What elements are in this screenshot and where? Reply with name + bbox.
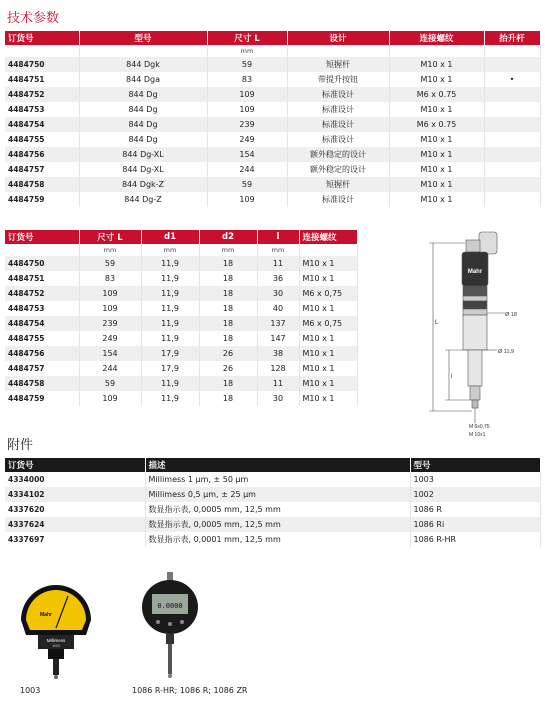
table-cell: 844 Dg — [79, 117, 207, 132]
table-cell: 244 — [79, 361, 141, 376]
table-cell: 11,9 — [141, 256, 199, 271]
table-cell: M10 x 1 — [299, 391, 357, 406]
table-row — [5, 117, 540, 132]
order-number-cell: 4484753 — [5, 102, 79, 117]
unit-cell — [299, 244, 357, 256]
table-cell: M6 x 0,75 — [299, 286, 357, 301]
section2-header-4: l — [257, 230, 299, 244]
table-cell: 17,9 — [141, 346, 199, 361]
table-cell: 30 — [257, 391, 299, 406]
unit-cell: mm — [79, 244, 141, 256]
digital-indicator-1086-image — [140, 572, 200, 682]
table-cell: 26 — [199, 361, 257, 376]
order-number-cell: 4484752 — [5, 87, 79, 102]
order-number-cell: 4484755 — [5, 132, 79, 147]
table-cell: 11 — [257, 376, 299, 391]
table-cell: M10 x 1 — [389, 147, 484, 162]
table-cell: M6 x 0.75 — [389, 117, 484, 132]
table-cell: M6 x 0,75 — [299, 316, 357, 331]
table-cell: 40 — [257, 301, 299, 316]
table-cell: 标准设计 — [287, 102, 389, 117]
table-row — [5, 517, 540, 532]
table-cell: Millimess 1 μm, ± 50 μm — [145, 472, 410, 487]
table-cell: 1086 R-HR — [410, 532, 540, 547]
product-caption-1003: 1003 — [20, 686, 41, 695]
spec-table-header — [5, 31, 540, 45]
order-number-cell: 4484750 — [5, 57, 79, 72]
table-cell: 11,9 — [141, 376, 199, 391]
drawing-d119: Ø 11,9 — [498, 349, 515, 355]
table-cell: 239 — [79, 316, 141, 331]
table-cell: 844 Dga — [79, 72, 207, 87]
table-cell: 137 — [257, 316, 299, 331]
order-number-cell: 4334102 — [5, 487, 145, 502]
drawing-label-l: l — [451, 374, 453, 380]
table-cell: 短握杆 — [287, 57, 389, 72]
table-cell: 18 — [199, 316, 257, 331]
section2-header-1: 尺寸 L — [79, 230, 141, 244]
dimension-table — [5, 230, 358, 406]
order-number-cell: 4484758 — [5, 177, 79, 192]
order-number-cell: 4484759 — [5, 192, 79, 207]
table-row — [5, 376, 357, 391]
table-cell: M10 x 1 — [389, 72, 484, 87]
table-cell: M10 x 1 — [389, 132, 484, 147]
unit-cell — [389, 45, 484, 57]
table-cell — [484, 147, 540, 162]
table-cell — [484, 87, 540, 102]
table-cell — [484, 162, 540, 177]
unit-cell: mm — [257, 244, 299, 256]
order-number-cell: 4484759 — [5, 391, 79, 406]
table-cell: 11,9 — [141, 331, 199, 346]
table-cell: 额外稳定的设计 — [287, 162, 389, 177]
table-cell: 18 — [199, 301, 257, 316]
section2-header-5: 连接螺纹 — [299, 230, 357, 244]
dial-text: Millimess — [46, 638, 66, 643]
table-cell: 844 Dg — [79, 102, 207, 117]
table-cell: 844 Dg — [79, 87, 207, 102]
unit-cell — [287, 45, 389, 57]
table-cell: 59 — [207, 177, 287, 192]
table-cell: 短握杆 — [287, 177, 389, 192]
table-cell: 844 Dg-XL — [79, 162, 207, 177]
probe-technical-drawing — [425, 228, 537, 443]
table-cell: 154 — [207, 147, 287, 162]
accessories-header-2: 型号 — [410, 458, 540, 472]
table-row — [5, 301, 357, 316]
table-cell: 标准设计 — [287, 117, 389, 132]
table-cell: 147 — [257, 331, 299, 346]
spec-table — [5, 31, 541, 207]
accessories-header-1: 描述 — [145, 458, 410, 472]
table-cell: 36 — [257, 271, 299, 286]
table-cell: M10 x 1 — [299, 346, 357, 361]
dial-model: 1003 — [52, 644, 60, 648]
table-cell: 11,9 — [141, 271, 199, 286]
table-cell: 59 — [79, 376, 141, 391]
unit-cell — [5, 45, 79, 57]
table-cell: 239 — [207, 117, 287, 132]
order-number-cell: 4337620 — [5, 502, 145, 517]
order-number-cell: 4484754 — [5, 316, 79, 331]
section1-header-5: 抬升杆 — [484, 31, 540, 45]
table-cell — [484, 117, 540, 132]
order-number-cell: 4484750 — [5, 256, 79, 271]
unit-row — [5, 45, 540, 57]
table-cell: Millimess 0,5 μm, ± 25 μm — [145, 487, 410, 502]
unit-cell — [5, 244, 79, 256]
table-row — [5, 532, 540, 547]
table-cell: M10 x 1 — [299, 376, 357, 391]
table-cell: M10 x 1 — [389, 192, 484, 207]
drawing-label-L: L — [435, 320, 439, 326]
section2-header-3: d2 — [199, 230, 257, 244]
section2-header-0: 订货号 — [5, 230, 79, 244]
unit-cell — [79, 45, 207, 57]
table-cell: 带提升按钮 — [287, 72, 389, 87]
order-number-cell: 4484753 — [5, 301, 79, 316]
table-cell: M10 x 1 — [389, 102, 484, 117]
table-cell: 38 — [257, 346, 299, 361]
order-number-cell: 4484757 — [5, 361, 79, 376]
table-cell: 18 — [199, 256, 257, 271]
table-row — [5, 346, 357, 361]
table-cell: M10 x 1 — [299, 331, 357, 346]
table-cell: 844 Dgk — [79, 57, 207, 72]
table-row — [5, 132, 540, 147]
order-number-cell: 4484752 — [5, 286, 79, 301]
table-cell: 17,9 — [141, 361, 199, 376]
table-row — [5, 361, 357, 376]
table-cell — [484, 102, 540, 117]
order-number-cell: 4484757 — [5, 162, 79, 177]
section-title-specs: 技术参数 — [7, 11, 60, 26]
table-cell: 11,9 — [141, 316, 199, 331]
dimension-table-header — [5, 230, 357, 244]
table-row — [5, 316, 357, 331]
table-cell: 128 — [257, 361, 299, 376]
table-cell: 844 Dg-Z — [79, 192, 207, 207]
table-cell: 83 — [79, 271, 141, 286]
table-cell: 数显指示表, 0,0005 mm, 12,5 mm — [145, 502, 410, 517]
table-row — [5, 487, 540, 502]
table-cell — [484, 192, 540, 207]
table-cell: 18 — [199, 271, 257, 286]
table-cell: 数显指示表, 0,0001 mm, 12,5 mm — [145, 532, 410, 547]
table-cell — [484, 177, 540, 192]
table-cell: 30 — [257, 286, 299, 301]
table-cell: 109 — [207, 87, 287, 102]
unit-cell — [484, 45, 540, 57]
table-cell: 26 — [199, 346, 257, 361]
table-cell: 249 — [207, 132, 287, 147]
drawing-thread2: M 10x1 — [469, 432, 486, 438]
table-row — [5, 502, 540, 517]
section1-header-4: 连接螺纹 — [389, 31, 484, 45]
table-cell — [484, 57, 540, 72]
accessories-table — [5, 458, 541, 547]
table-cell: 59 — [79, 256, 141, 271]
table-cell: M10 x 1 — [299, 256, 357, 271]
table-cell: • — [484, 72, 540, 87]
unit-cell: mm — [207, 45, 287, 57]
order-number-cell: 4484758 — [5, 376, 79, 391]
order-number-cell: 4484755 — [5, 331, 79, 346]
order-number-cell: 4484756 — [5, 346, 79, 361]
drawing-d18: Ø 18 — [505, 312, 517, 318]
order-number-cell: 4484756 — [5, 147, 79, 162]
table-cell: 11,9 — [141, 391, 199, 406]
table-cell: 244 — [207, 162, 287, 177]
dial-brand: Mahr — [40, 612, 52, 618]
table-cell: M10 x 1 — [389, 162, 484, 177]
accessories-table-header — [5, 458, 540, 472]
table-row — [5, 192, 540, 207]
table-row — [5, 286, 357, 301]
table-cell: M10 x 1 — [299, 361, 357, 376]
table-cell: 109 — [79, 301, 141, 316]
order-number-cell: 4334000 — [5, 472, 145, 487]
table-row — [5, 331, 357, 346]
order-number-cell: 4484754 — [5, 117, 79, 132]
table-cell: 844 Dg — [79, 132, 207, 147]
table-cell: 109 — [79, 286, 141, 301]
unit-cell: mm — [141, 244, 199, 256]
table-cell: 249 — [79, 331, 141, 346]
order-number-cell: 4337697 — [5, 532, 145, 547]
table-cell: 1086 R — [410, 502, 540, 517]
section1-header-2: 尺寸 L — [207, 31, 287, 45]
accessories-header-0: 订货号 — [5, 458, 145, 472]
table-cell: 59 — [207, 57, 287, 72]
table-row — [5, 177, 540, 192]
table-cell: M10 x 1 — [299, 301, 357, 316]
section2-header-2: d1 — [141, 230, 199, 244]
table-cell: 额外稳定的设计 — [287, 147, 389, 162]
table-cell: 844 Dgk-Z — [79, 177, 207, 192]
table-cell: 1086 Ri — [410, 517, 540, 532]
table-row — [5, 472, 540, 487]
table-cell: 109 — [207, 102, 287, 117]
table-row — [5, 57, 540, 72]
table-cell: 标准设计 — [287, 87, 389, 102]
dial-indicator-1003-image — [16, 580, 96, 680]
table-cell: 154 — [79, 346, 141, 361]
section1-header-3: 设计 — [287, 31, 389, 45]
unit-cell: mm — [199, 244, 257, 256]
table-cell: 83 — [207, 72, 287, 87]
table-cell: 18 — [199, 376, 257, 391]
order-number-cell: 4337624 — [5, 517, 145, 532]
digital-display-value: 0.0000 — [157, 602, 183, 610]
table-row — [5, 147, 540, 162]
table-cell: 1003 — [410, 472, 540, 487]
table-cell: 11,9 — [141, 301, 199, 316]
order-number-cell: 4484751 — [5, 271, 79, 286]
table-cell: 18 — [199, 286, 257, 301]
table-cell: 1002 — [410, 487, 540, 502]
unit-row — [5, 244, 357, 256]
table-cell: M6 x 0.75 — [389, 87, 484, 102]
table-row — [5, 256, 357, 271]
table-row — [5, 87, 540, 102]
table-cell: 标准设计 — [287, 132, 389, 147]
table-row — [5, 102, 540, 117]
table-cell — [484, 132, 540, 147]
table-row — [5, 391, 357, 406]
section1-header-1: 型号 — [79, 31, 207, 45]
drawing-thread1: M 6x0,75 — [469, 424, 490, 430]
table-cell: M10 x 1 — [299, 271, 357, 286]
section1-header-0: 订货号 — [5, 31, 79, 45]
product-caption-1086: 1086 R-HR; 1086 R; 1086 ZR — [132, 686, 248, 695]
order-number-cell: 4484751 — [5, 72, 79, 87]
table-cell: 11 — [257, 256, 299, 271]
table-cell: 18 — [199, 331, 257, 346]
table-cell: M10 x 1 — [389, 177, 484, 192]
table-cell: M10 x 1 — [389, 57, 484, 72]
table-cell: 18 — [199, 391, 257, 406]
table-cell: 844 Dg-XL — [79, 147, 207, 162]
table-cell: 109 — [79, 391, 141, 406]
table-row — [5, 162, 540, 177]
table-row — [5, 72, 540, 87]
section-title-accessories: 附件 — [7, 438, 34, 453]
table-cell: 11,9 — [141, 286, 199, 301]
table-cell: 数显指示表, 0,0005 mm, 12,5 mm — [145, 517, 410, 532]
table-row — [5, 271, 357, 286]
drawing-brand: Mahr — [467, 269, 483, 275]
table-cell: 标准设计 — [287, 192, 389, 207]
table-cell: 109 — [207, 192, 287, 207]
